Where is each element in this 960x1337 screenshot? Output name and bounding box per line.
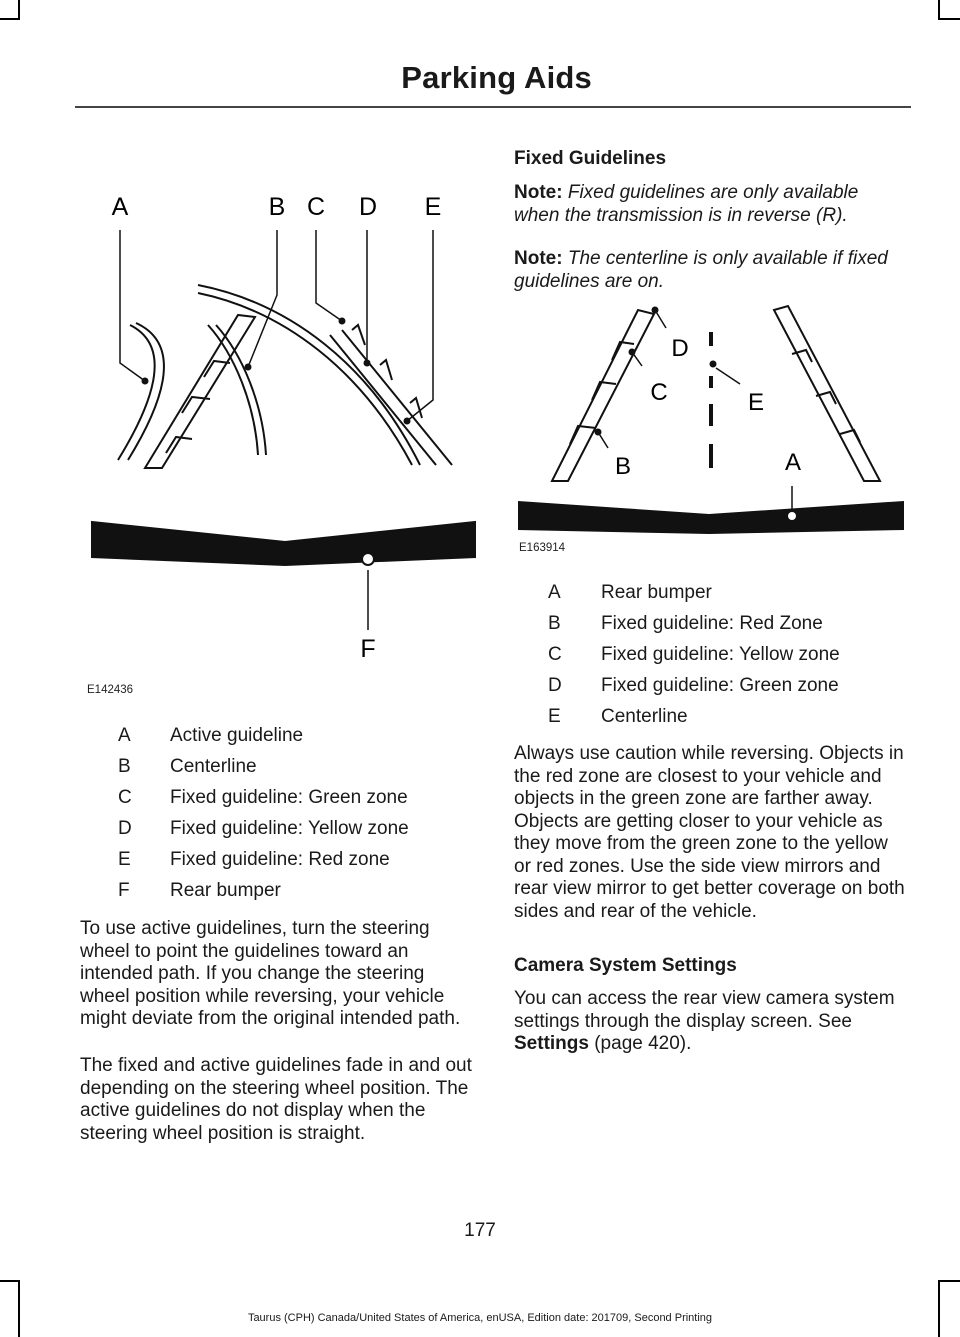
figure-id: E163914 [519, 542, 566, 554]
body-paragraph: The fixed and active guidelines fade in and out depending on the steering wheel position. The active guidelines do not display when the steering wheel position is straight. [80, 1055, 472, 1144]
guidelines-diagram-2 [512, 296, 912, 536]
note-text: Fixed guidelines are only available when the transmission is in reverse (R). [514, 182, 859, 226]
bumper-callout-point [362, 553, 374, 565]
legend-row [118, 844, 478, 875]
callout-d: D [671, 335, 689, 362]
outer-arc-2 [198, 293, 412, 465]
body-paragraph: Always use caution while reversing. Objects in the red zone are closest to your vehicle and objects in the green zone are farther away. Objects are getting closer to your vehicle as they move from the green zone to the yellow or red zones. Use the side view mirrors and rear view mirror to get better coverage on both sides and rear of the vehicle. [514, 743, 905, 922]
legend-letter: C [118, 787, 132, 808]
bumper-callout-point [787, 511, 797, 521]
figure-active-guidelines [80, 185, 480, 705]
legend-text: Fixed guideline: Red zone [170, 849, 390, 870]
settings-page-ref: (page 420). [588, 1033, 692, 1054]
legend-row [548, 577, 918, 608]
legend-row [548, 701, 918, 732]
legend-letter: E [548, 706, 561, 727]
legend-text: Rear bumper [170, 880, 281, 901]
legend-letter: D [548, 675, 562, 696]
note-text: The centerline is only available if fixed guidelines are on. [514, 248, 888, 292]
section-heading: Camera System Settings [514, 955, 737, 976]
callout-a: A [111, 193, 129, 221]
section-heading: Fixed Guidelines [514, 148, 667, 169]
note [514, 182, 894, 227]
legend-text: Centerline [601, 706, 688, 727]
rear-bumper [92, 522, 475, 565]
right-fixed-guideline-outer [342, 330, 452, 465]
page-title: Parking Aids [401, 60, 592, 95]
crop-mark [18, 0, 20, 18]
note-label: Note: [514, 182, 563, 203]
left-fixed-guideline [145, 315, 255, 468]
centerline-left [208, 325, 258, 455]
legend-letter: D [118, 818, 132, 839]
legend-row [118, 720, 478, 751]
callout-d: D [358, 193, 378, 221]
settings-link[interactable]: Settings [514, 1033, 589, 1054]
figure-fixed-guidelines [512, 296, 912, 560]
crop-mark [18, 1280, 20, 1337]
crop-mark [0, 1280, 20, 1282]
header-divider [75, 106, 911, 108]
figure2-legend [548, 577, 918, 732]
legend-row [548, 670, 918, 701]
outer-arc-1 [198, 285, 420, 465]
callout-b: B [268, 193, 286, 221]
active-guideline-outer [118, 325, 155, 460]
legend-text: Fixed guideline: Red Zone [601, 613, 823, 634]
crop-mark [938, 0, 940, 18]
legend-letter: F [118, 880, 130, 901]
legend-text: Fixed guideline: Green zone [170, 787, 408, 808]
callout-b: B [614, 453, 632, 480]
legend-text: Fixed guideline: Yellow zone [170, 818, 409, 839]
body-paragraph: To use active guidelines, turn the steering wheel to point the guidelines toward an intended path. If you change the steering wheel position while reversing, your vehicle might deviate from the original intended path. [80, 918, 461, 1029]
legend-text: Fixed guideline: Green zone [601, 675, 839, 696]
note [514, 248, 894, 293]
legend-letter: B [548, 613, 561, 634]
page-number: 177 [464, 1220, 496, 1241]
guidelines-diagram-1 [80, 185, 480, 705]
callout-c: C [650, 379, 668, 406]
callout-a: A [784, 449, 802, 476]
legend-text: Fixed guideline: Yellow zone [601, 644, 840, 665]
legend-row [118, 813, 478, 844]
legend-row [118, 751, 478, 782]
callout-c: C [306, 193, 326, 221]
legend-letter: E [118, 849, 131, 870]
note-label: Note: [514, 248, 563, 269]
legend-letter: C [548, 644, 562, 665]
legend-letter: A [118, 725, 131, 746]
legend-letter: A [548, 582, 561, 603]
legend-row [548, 608, 918, 639]
legend-text: Rear bumper [601, 582, 712, 603]
left-fixed-guideline [552, 310, 654, 481]
crop-mark [938, 18, 960, 20]
crop-mark [938, 1280, 940, 1337]
callout-e: E [747, 389, 765, 416]
rear-bumper [518, 501, 904, 534]
figure1-legend [118, 720, 478, 906]
footer-edition: Taurus (CPH) Canada/United States of America, enUSA, Edition date: 201709, Second Printing [247, 1312, 713, 1324]
legend-letter: B [118, 756, 131, 777]
callout-e: E [424, 193, 442, 221]
legend-text: Active guideline [170, 725, 304, 746]
body-paragraph [514, 988, 910, 1056]
legend-row [118, 782, 478, 813]
settings-text: You can access the rear view camera system settings through the display screen. See [514, 988, 895, 1032]
crop-mark [938, 1280, 960, 1282]
legend-row [118, 875, 478, 906]
legend-text: Centerline [170, 756, 257, 777]
active-guideline-inner [128, 323, 164, 460]
crop-mark [0, 18, 20, 20]
figure-id: E142436 [87, 684, 134, 696]
callout-f: F [360, 635, 376, 663]
legend-row [548, 639, 918, 670]
